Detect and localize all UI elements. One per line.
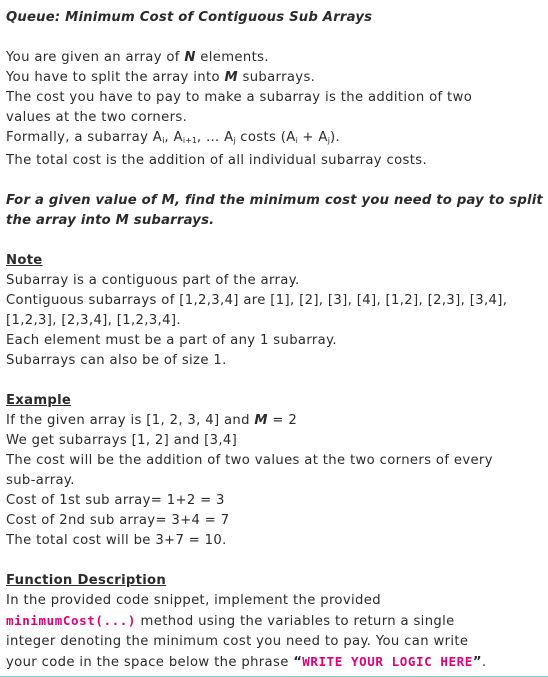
note-line: Subarrays can also be of size 1. — [6, 353, 227, 368]
subscript: i — [162, 136, 165, 145]
text: You are given an array of — [6, 50, 185, 65]
example-line: Cost of 2nd sub array= 3+4 = 7 — [6, 513, 230, 528]
function-line-3: integer denoting the minimum cost you need to pay. You can write — [6, 634, 469, 649]
var-m: M — [224, 70, 238, 85]
note-line: [1,2,3], [2,3,4], [1,2,3,4]. — [6, 313, 181, 328]
question-line-2: the array into M subarrays. — [6, 213, 215, 228]
function-line-2 — [6, 611, 542, 632]
text: costs (A — [235, 130, 296, 145]
subscript: i — [295, 136, 298, 145]
method-name-code: minimumCost(...) — [6, 613, 137, 628]
function-description-section — [6, 571, 542, 673]
text: ). — [329, 130, 340, 145]
text: elements. — [195, 50, 269, 65]
note-heading: Note — [6, 253, 43, 268]
text: You have to split the array into — [6, 70, 225, 85]
text: , … A — [196, 130, 234, 145]
logic-phrase-code: WRITE YOUR LOGIC HERE — [302, 654, 473, 669]
subscript: j — [327, 136, 330, 145]
example-section — [6, 391, 542, 551]
text: Formally, a subarray A — [6, 130, 163, 145]
page-title: Queue: Minimum Cost of Contiguous Sub Arrays — [6, 10, 373, 25]
problem-statement — [6, 8, 542, 673]
note-line: Subarray is a contiguous part of the array. — [6, 273, 300, 288]
text: your code in the space below the phrase — [6, 655, 294, 670]
text: . — [481, 655, 487, 670]
example-line: Cost of 1st sub array= 1+2 = 3 — [6, 493, 225, 508]
text: , A — [164, 130, 183, 145]
quote-open: “ — [293, 655, 303, 670]
text: = 2 — [267, 413, 298, 428]
intro-line-2 — [6, 68, 542, 88]
function-heading: Function Description — [6, 573, 167, 588]
function-line-4 — [6, 652, 542, 673]
quote-close: ” — [472, 655, 482, 670]
intro-line-4: values at the two corners. — [6, 110, 188, 125]
example-line-1 — [6, 411, 542, 431]
intro-line-6: The total cost is the addition of all individual subarray costs. — [6, 153, 428, 168]
var-n: N — [184, 50, 196, 65]
example-line: The total cost will be 3+7 = 10. — [6, 533, 227, 548]
example-line: We get subarrays [1, 2] and [3,4] — [6, 433, 238, 448]
example-line: The cost will be the addition of two values at the two corners of every — [6, 453, 493, 468]
var-m: M — [254, 413, 268, 428]
text: method using the variables to return a single — [136, 614, 455, 629]
intro-line-1 — [6, 48, 542, 68]
intro-line-3: The cost you have to pay to make a subarray is the addition of two — [6, 90, 473, 105]
note-section — [6, 251, 542, 371]
question-section — [6, 191, 542, 231]
question-line-1: For a given value of M, find the minimum cost you need to pay to split — [6, 193, 543, 208]
text: If the given array is [1, 2, 3, 4] and — [6, 413, 255, 428]
subscript: j — [233, 136, 236, 145]
text: subarrays. — [237, 70, 316, 85]
note-line: Each element must be a part of any 1 subarray. — [6, 333, 337, 348]
example-line: sub-array. — [6, 473, 75, 488]
example-heading: Example — [6, 393, 72, 408]
function-line-1: In the provided code snippet, implement the provided — [6, 593, 381, 608]
text: + A — [297, 130, 328, 145]
note-line: Contiguous subarrays of [1,2,3,4] are [1], [2], [3], [4], [1,2], [2,3], [3,4], — [6, 293, 508, 308]
subscript: i+1 — [182, 136, 197, 145]
intro-formula-line — [6, 128, 542, 151]
intro-section — [6, 48, 542, 171]
